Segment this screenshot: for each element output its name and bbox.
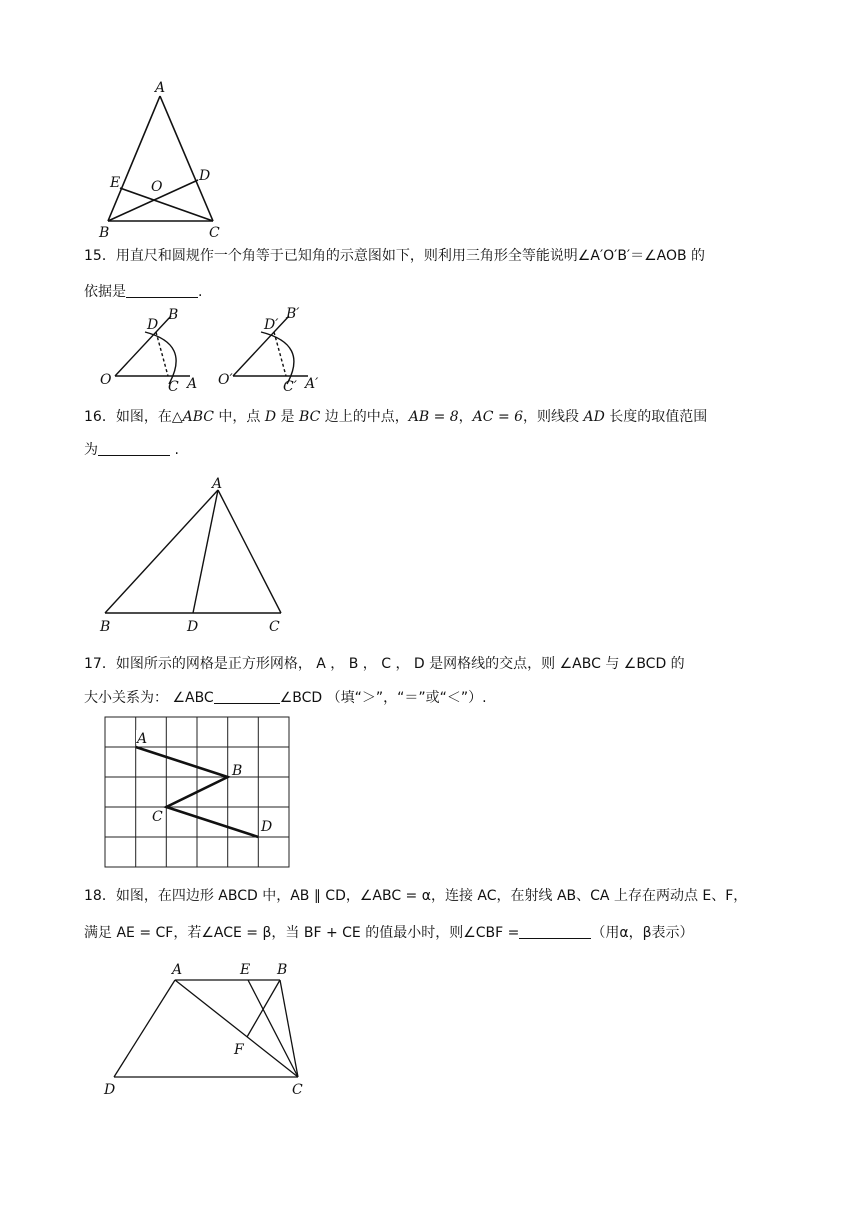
question-16-line-2 <box>84 440 179 460</box>
label-c: C <box>168 379 179 395</box>
question-15-line-1: 15．用直尺和圆规作一个角等于已知角的示意图如下，则利用三角形全等能说明∠A′O′B′＝∠AOB 的 <box>84 248 706 264</box>
point-label-a: A <box>172 962 183 978</box>
label-d-prime: D′ <box>264 317 279 333</box>
point-label-d: D <box>104 1082 116 1098</box>
question-18-line-2 <box>84 923 694 943</box>
label-b-prime: B′ <box>286 306 300 322</box>
point-label-c: C <box>292 1082 303 1098</box>
q16-math: D <box>264 409 277 425</box>
label-o: O <box>100 372 112 388</box>
q18-suffix: （用α，β表示） <box>591 925 694 941</box>
label-a: A <box>187 376 198 392</box>
point-label-f: F <box>234 1042 244 1058</box>
label-o-prime: O′ <box>218 372 233 388</box>
point-label-d: D <box>199 168 211 184</box>
q16-text: ， <box>458 409 473 425</box>
figure-q17-grid <box>100 714 300 870</box>
q16-text: ，则线段 <box>523 409 584 425</box>
question-18-line-1: 18．如图，在四边形 ABCD 中，AB ∥ CD，∠ABC = α，连接 AC，在射线 AB、CA 上存在两动点 E、F， <box>84 888 748 904</box>
label-d: D <box>147 317 159 333</box>
q18-prefix: 满足 AE = CF，若∠ACE = β，当 BF + CE 的值最小时，则∠CBF = <box>84 925 520 941</box>
q16-text: 是 <box>276 409 300 425</box>
answer-blank-18[interactable] <box>519 924 591 939</box>
q16-text: 长度的取值范围 <box>604 409 708 425</box>
point-label-a: A <box>137 731 148 747</box>
question-15-line-2 <box>84 282 202 302</box>
q16-math: AD <box>583 409 605 425</box>
q16-prefix: 为 <box>84 442 98 458</box>
point-label-d: D <box>261 819 273 835</box>
figure-q16-triangle <box>95 472 300 637</box>
question-15-prefix: 依据是 <box>84 284 126 300</box>
q16-text: 16．如图，在△ <box>84 409 183 425</box>
point-label-b: B <box>99 225 110 241</box>
figure-q15-angle-construction <box>95 304 345 396</box>
point-label-a: A <box>155 80 166 96</box>
question-16-line-1 <box>84 407 707 427</box>
figure-q14-triangle <box>95 78 235 243</box>
question-17-line-1: 17．如图所示的网格是正方形网格， A ， B ， C ， D 是网格线的交点，则 ∠ABC 与 ∠BCD 的 <box>84 656 685 672</box>
point-label-o: O <box>151 179 163 195</box>
question-17-line-2 <box>84 688 487 708</box>
point-label-a: A <box>212 476 223 492</box>
q16-text: 中，点 <box>213 409 265 425</box>
point-label-c: C <box>209 225 220 241</box>
label-c-prime: C′ <box>283 379 297 395</box>
point-label-b: B <box>277 962 288 978</box>
q17-suffix: ∠BCD （填“＞”，“＝”或“＜”）. <box>279 690 487 706</box>
point-label-d: D <box>187 619 199 635</box>
point-label-c: C <box>269 619 280 635</box>
q16-math: AB = 8 <box>408 409 459 425</box>
q16-text: 边上的中点， <box>320 409 409 425</box>
answer-blank-16[interactable] <box>98 441 170 456</box>
point-label-b: B <box>232 763 243 779</box>
q16-math: BC <box>299 409 321 425</box>
point-label-e: E <box>110 175 121 191</box>
label-a-prime: A′ <box>305 376 319 392</box>
point-label-e: E <box>240 962 251 978</box>
q16-suffix: . <box>170 442 179 458</box>
point-label-b: B <box>100 619 111 635</box>
q16-math: AC = 6 <box>472 409 524 425</box>
answer-blank-17[interactable] <box>214 689 280 704</box>
q17-prefix: 大小关系为： ∠ABC <box>84 690 214 706</box>
label-b: B <box>168 307 179 323</box>
q16-math: ABC <box>182 409 214 425</box>
figure-q18-quadrilateral <box>95 956 325 1101</box>
point-label-c: C <box>152 809 163 825</box>
answer-blank-15[interactable] <box>126 283 198 298</box>
question-15-suffix: . <box>198 284 203 300</box>
